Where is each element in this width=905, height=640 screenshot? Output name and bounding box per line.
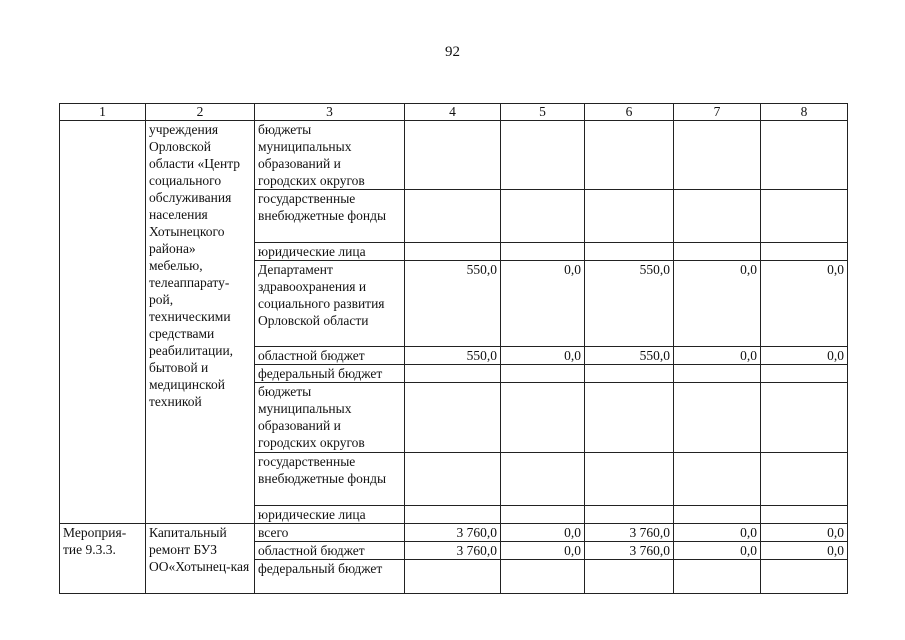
value-cell: 0,0: [761, 542, 848, 560]
value-cell: 0,0: [761, 261, 848, 347]
value-cell: [674, 506, 761, 524]
event-number: Мероприя-тие 9.3.3.: [60, 524, 146, 594]
value-cell: [761, 453, 848, 506]
value-cell: 550,0: [405, 261, 501, 347]
value-cell: [585, 190, 674, 243]
header-cell-1: 1: [60, 104, 146, 121]
funding-source: федеральный бюджет: [255, 365, 405, 383]
value-cell: 3 760,0: [405, 542, 501, 560]
value-cell: 550,0: [405, 347, 501, 365]
value-cell: [585, 383, 674, 453]
value-cell: [761, 383, 848, 453]
value-cell: [761, 365, 848, 383]
value-cell: [501, 383, 585, 453]
header-cell-4: 4: [405, 104, 501, 121]
value-cell: [761, 506, 848, 524]
value-cell: [585, 506, 674, 524]
value-cell: [405, 243, 501, 261]
funding-source: областной бюджет: [255, 542, 405, 560]
value-cell: 550,0: [585, 347, 674, 365]
value-cell: [674, 383, 761, 453]
value-cell: [405, 365, 501, 383]
event-description: Капитальный ремонт БУЗ ОО«Хотынец-кая: [146, 524, 255, 594]
budget-table: [59, 103, 848, 594]
value-cell: 0,0: [761, 524, 848, 542]
header-row: [60, 104, 848, 121]
value-cell: 0,0: [761, 347, 848, 365]
header-cell-8: 8: [761, 104, 848, 121]
value-cell: [585, 453, 674, 506]
table-row: [60, 524, 848, 542]
header-cell-5: 5: [501, 104, 585, 121]
value-cell: [761, 560, 848, 594]
value-cell: 0,0: [674, 261, 761, 347]
value-cell: 0,0: [674, 524, 761, 542]
value-cell: [405, 453, 501, 506]
table-row: [60, 121, 848, 190]
funding-source: всего: [255, 524, 405, 542]
funding-source: юридические лица: [255, 506, 405, 524]
value-cell: 0,0: [674, 542, 761, 560]
value-cell: [585, 243, 674, 261]
event-description: учреждения Орловской области «Центр социального обслуживания населения Хотынецкого района» мебелью, телеаппарату-рой, техническими средствами реабилитации, бытовой и медицинской техникой: [146, 121, 255, 524]
value-cell: [501, 190, 585, 243]
header-cell-3: 3: [255, 104, 405, 121]
event-cell: [60, 121, 146, 524]
value-cell: [674, 453, 761, 506]
value-cell: [761, 190, 848, 243]
funding-source: бюджеты муниципальных образований и городских округов: [255, 121, 405, 190]
value-cell: [501, 453, 585, 506]
value-cell: [501, 365, 585, 383]
header-cell-6: 6: [585, 104, 674, 121]
value-cell: 0,0: [501, 542, 585, 560]
funding-source: областной бюджет: [255, 347, 405, 365]
value-cell: 3 760,0: [585, 542, 674, 560]
value-cell: [585, 365, 674, 383]
value-cell: [585, 560, 674, 594]
value-cell: 0,0: [501, 524, 585, 542]
value-cell: [761, 121, 848, 190]
value-cell: [501, 121, 585, 190]
value-cell: 3 760,0: [585, 524, 674, 542]
funding-source: государственные внебюджетные фонды: [255, 190, 405, 243]
value-cell: [405, 190, 501, 243]
funding-source: Департамент здравоохранения и социального развития Орловской области: [255, 261, 405, 347]
value-cell: 3 760,0: [405, 524, 501, 542]
value-cell: [501, 243, 585, 261]
header-cell-7: 7: [674, 104, 761, 121]
header-cell-2: 2: [146, 104, 255, 121]
value-cell: 0,0: [674, 347, 761, 365]
value-cell: [585, 121, 674, 190]
funding-source: федеральный бюджет: [255, 560, 405, 594]
value-cell: [501, 506, 585, 524]
value-cell: [761, 243, 848, 261]
value-cell: [674, 121, 761, 190]
value-cell: [405, 560, 501, 594]
value-cell: [405, 506, 501, 524]
value-cell: [405, 121, 501, 190]
value-cell: 550,0: [585, 261, 674, 347]
page-number: 92: [445, 44, 460, 60]
value-cell: 0,0: [501, 347, 585, 365]
funding-source: государственные внебюджетные фонды: [255, 453, 405, 506]
value-cell: [674, 243, 761, 261]
value-cell: 0,0: [501, 261, 585, 347]
value-cell: [405, 383, 501, 453]
value-cell: [674, 365, 761, 383]
value-cell: [674, 190, 761, 243]
value-cell: [501, 560, 585, 594]
value-cell: [674, 560, 761, 594]
funding-source: бюджеты муниципальных образований и городских округов: [255, 383, 405, 453]
funding-source: юридические лица: [255, 243, 405, 261]
